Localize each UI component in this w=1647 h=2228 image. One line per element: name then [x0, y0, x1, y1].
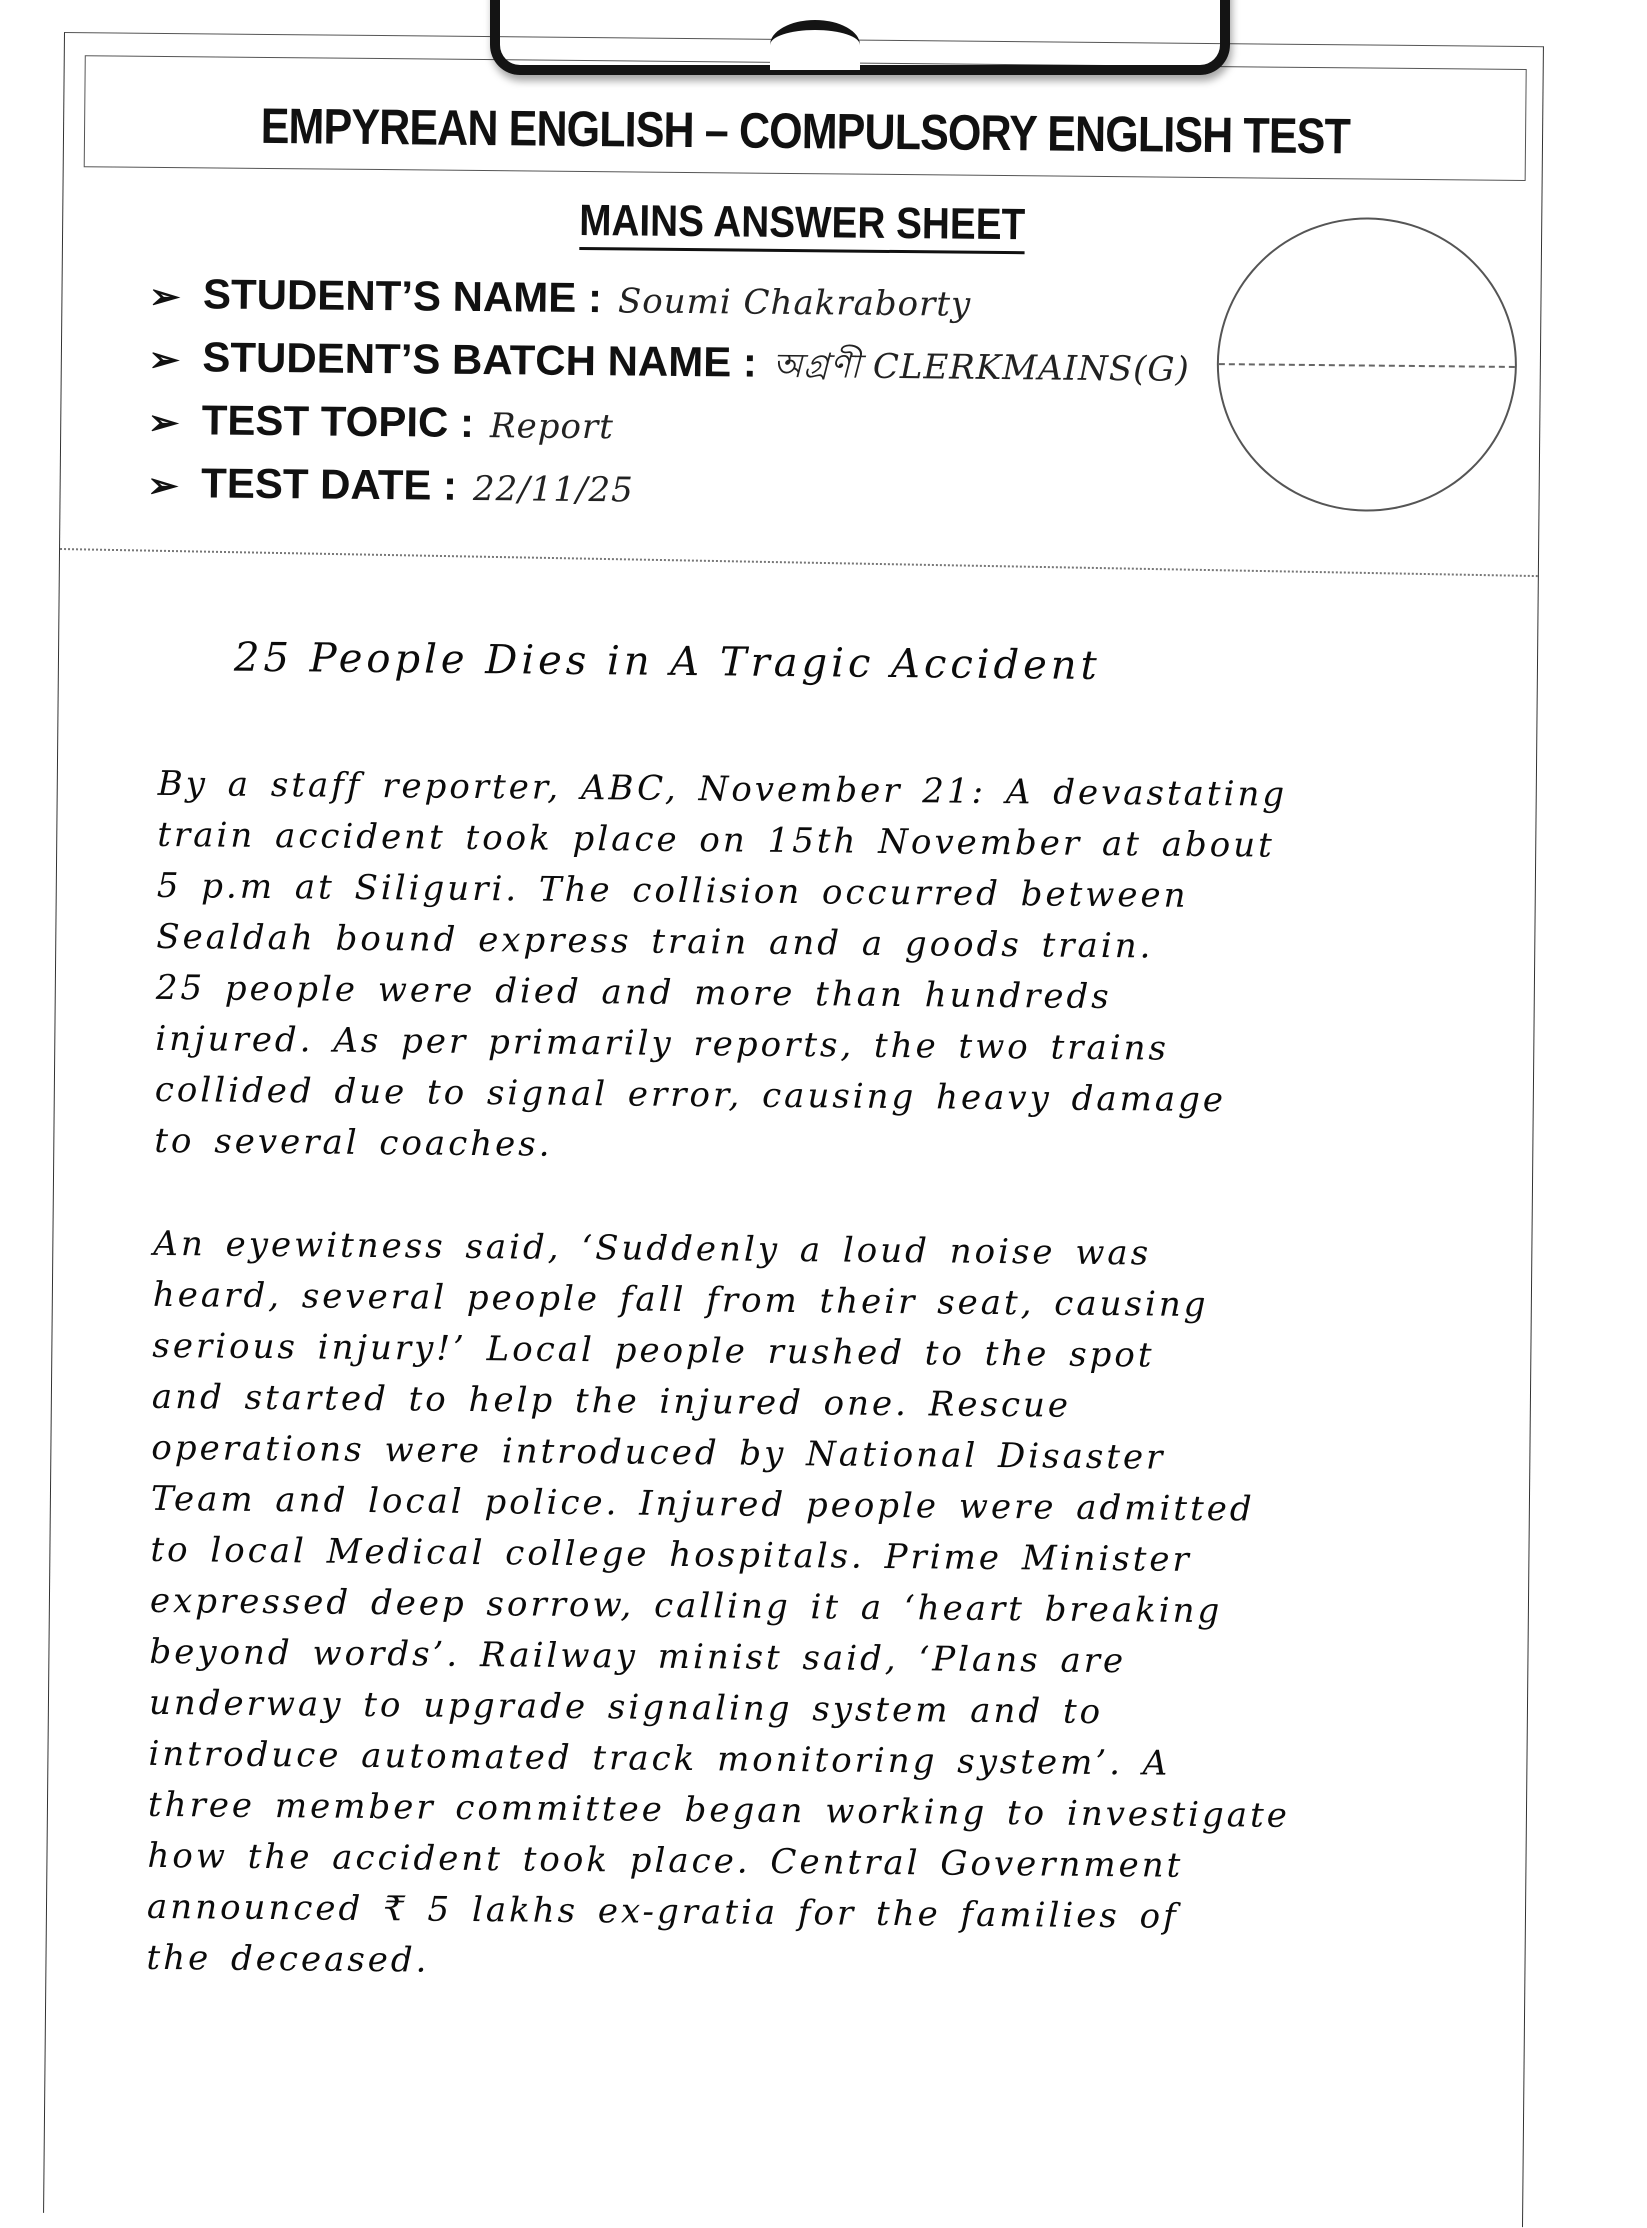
- text-line: collided due to signal error, causing heavy damage: [154, 1069, 1227, 1121]
- sheet-subtitle-text: MAINS ANSWER SHEET: [579, 196, 1026, 254]
- clipboard-clip: [490, 0, 1230, 75]
- text-line: heard, several people fall from their seat, causing: [152, 1274, 1209, 1326]
- report-paragraph-2: [146, 1219, 1583, 1998]
- field-value: Report: [489, 406, 615, 448]
- arrowhead-bullet-icon: ➢: [148, 277, 181, 317]
- field-label: STUDENT’S BATCH NAME :: [202, 333, 758, 386]
- field-value: Soumi Chakraborty: [617, 281, 972, 325]
- field-test-date: [148, 459, 1189, 532]
- text-line: to local Medical college hospitals. Prime Minister: [150, 1529, 1192, 1580]
- text-line: An eyewitness said, ‘Suddenly a loud noise was: [153, 1223, 1152, 1274]
- text-line: By a staff reporter, ABC, November 21: A devastating: [157, 763, 1288, 815]
- text-line: injured. As per primarily reports, the two trains: [155, 1018, 1170, 1069]
- field-test-topic: [149, 396, 1190, 469]
- text-line: the deceased.: [146, 1937, 430, 1981]
- sheet-title: EMPYREAN ENGLISH – COMPULSORY ENGLISH TEST: [260, 97, 1350, 165]
- arrowhead-bullet-icon: ➢: [147, 466, 179, 506]
- text-line: underway to upgrade signaling system and to: [148, 1682, 1104, 1733]
- text-line: train accident took place on 15th November at about: [157, 814, 1275, 866]
- text-line: Team and local police. Injured people were admitted: [150, 1478, 1255, 1530]
- text-line: and started to help the injured one. Rescue: [151, 1376, 1072, 1426]
- photo-circle: [1215, 216, 1518, 513]
- text-line: three member committee began working to investigate: [147, 1784, 1291, 1836]
- text-line: Sealdah bound express train and a goods train.: [156, 916, 1154, 967]
- text-line: serious injury!’ Local people rushed to the spot: [152, 1325, 1155, 1376]
- field-value: 22/11/25: [472, 468, 634, 511]
- arrowhead-bullet-icon: ➢: [148, 340, 180, 380]
- field-label: STUDENT’S NAME :: [202, 270, 603, 322]
- report-title: 25 People Dies in A Tragic Accident: [233, 634, 1101, 689]
- field-label: TEST DATE :: [200, 459, 458, 509]
- text-line: expressed deep sorrow, calling it a ‘heart breaking: [149, 1580, 1223, 1632]
- sheet-subtitle: [152, 192, 1453, 254]
- text-line: introduce automated track monitoring system’. A: [148, 1733, 1171, 1784]
- field-value: অগ্রণী CLERKMAINS(G): [772, 345, 1190, 390]
- report-paragraph-1: [154, 759, 1588, 1181]
- text-line: beyond words’. Railway minist said, ‘Plans are: [149, 1631, 1127, 1682]
- field-batch-name: [150, 333, 1191, 406]
- text-line: announced ₹ 5 lakhs ex-gratia for the families of: [146, 1886, 1179, 1937]
- section-divider: [60, 548, 1538, 577]
- field-student-name: [150, 270, 1191, 343]
- text-line: how the accident took place. Central Government: [147, 1835, 1184, 1886]
- arrowhead-bullet-icon: ➢: [147, 403, 180, 443]
- text-line: 25 people were died and more than hundreds: [155, 967, 1112, 1018]
- student-info: [148, 270, 1190, 532]
- text-line: 5 p.m at Siliguri. The collision occurred between: [156, 865, 1189, 916]
- answer-sheet: [43, 32, 1544, 2227]
- text-line: to several coaches.: [154, 1120, 553, 1165]
- field-label: TEST TOPIC :: [201, 396, 475, 446]
- text-line: operations were introduced by National Disaster: [151, 1427, 1166, 1478]
